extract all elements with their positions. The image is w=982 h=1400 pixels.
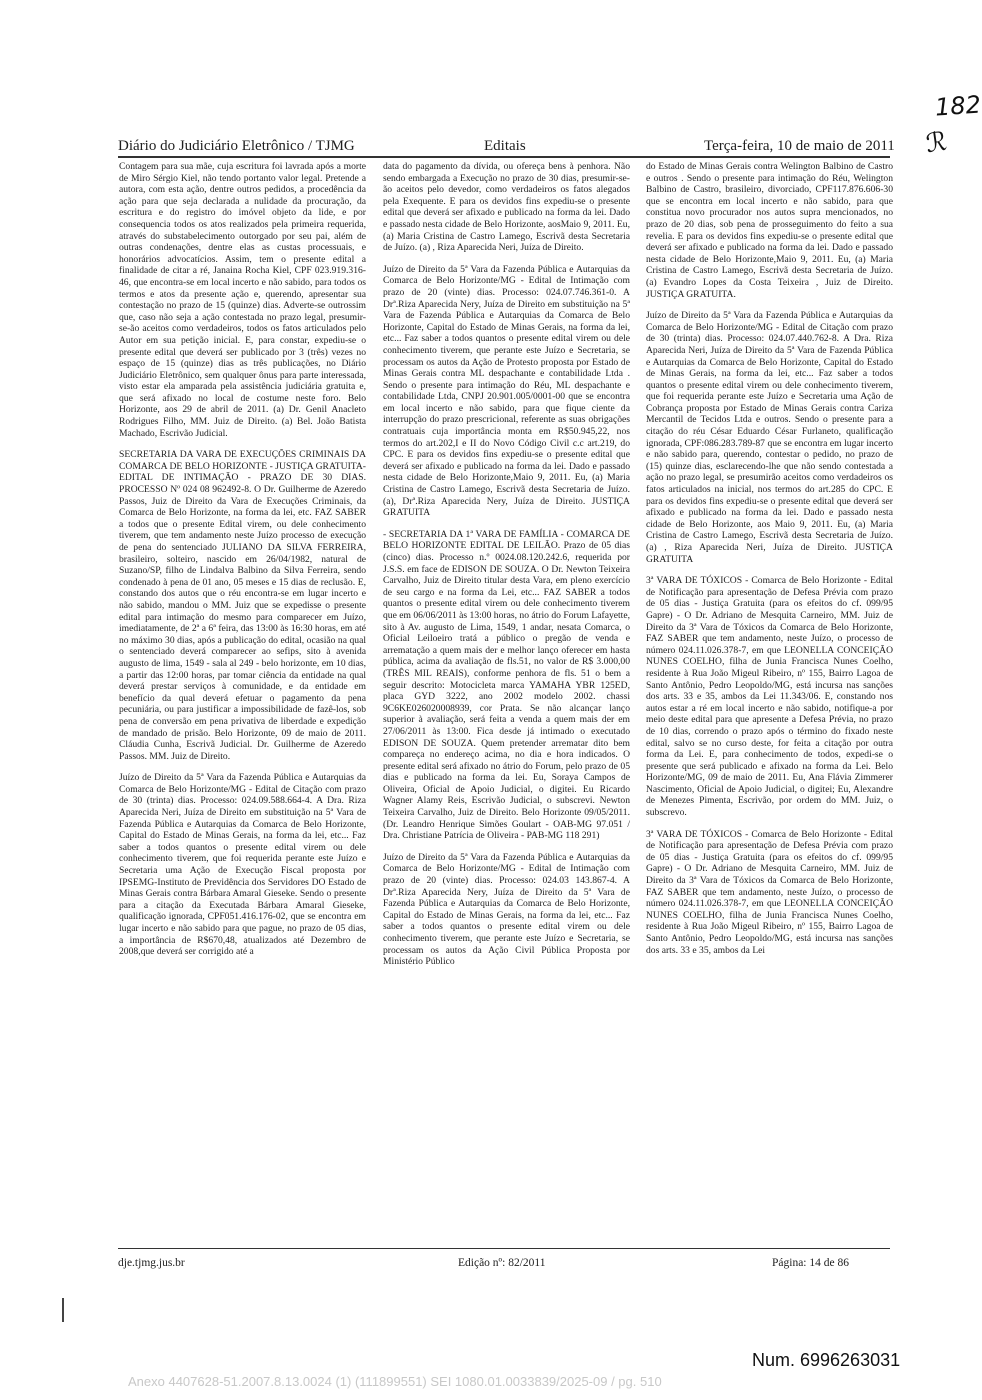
- paragraph: Juízo de Direito da 5ª Vara da Fazenda Pública e Autarquias da Comarca de Belo Horizonte/MG - Edital de Intimação com prazo de 20 (vinte) dias. Processo: 024.03 143.867-4. A Drª.Riza Aparecida Nery, Juíza de Direito da 5ª Vara de Fazenda Pública e Autarquias da Comarca de Belo Horizonte, Capital do Estado de Minas Gerais, na forma da lei, etc... Faz saber a todos quantos o presente edital virem ou dele conhecimento tiverem, que perante este Juízo e Secretaria, se processam os autos da Ação Civil Pública Proposta por Ministério Público: [383, 851, 630, 968]
- paragraph: - SECRETARIA DA 1ª VARA DE FAMÍLIA - COMARCA DE BELO HORIZONTE EDITAL DE LEILÃO. Prazo de 05 dias (cinco) dias. Processo n.º 0024.08.120.242.6, requerida por J.S.S. em face de EDISON DE SOUZA. O Dr. Newton Teixeira Carvalho, Juiz de Direito titular desta Vara, em pleno exercício de seu cargo e na forma da Lei, etc... FAZ SABER a todos quantos o presente edital virem ou dele conhecimento tiverem que em 06/06/2011 às 13:00 horas, no átrio do Forum Lafayette, sito à Av. augusto de Lima, 1549, 1 andar, nesata Comarca, o Oficial Leiloeiro tratá a público o pregão de venda e arrematação a quem mais der e melhor lanço oferecer em hasta pública, acima da avaliação de fls.51, no valor de R$ 3.000,00 (TRÊS MIL REAIS), conforme penhora de fls. 51 o bem a seguir descrito: Motocicleta marca YAMAHA YBR 125ED, placa GYD 3222, ano 2002 modelo 2002. chassi 9C6KE026020008939, cor Prata. Se não alcançar lanço superior à avaliação, será feita a venda a quem mais der em 27/06/2011 às 13:00. Fica desde já intimado o executado EDISON DE SOUZA. Quem pretender arrematar dito bem compareça no endereço acima, no dia e hora indicados. O presente edital será afixado no átrio do Forum, pelo prazo de 05 dias e publicado na forma da lei. Eu, Soraya Campos de Oliveira, Oficial de Apoio Judicial, o digitei. Eu Ricardo Wagner Alamy Reis, Escrivão Judicial, o subscrevi. Newton Teixeira Carvalho, Juiz de Direito. Belo Horizonte 09/05/2011. (Dr. Leandro Henrique Simões Goulart - OAB-MG 97.051 / Dra. Christiane Patrícia de Oliveira - PAB-MG 118 291): [383, 528, 630, 842]
- header-divider: [118, 156, 890, 158]
- footer-divider: [118, 1248, 890, 1249]
- document-number: Num. 6996263031: [752, 1350, 901, 1370]
- handwritten-initials: ℛ: [924, 126, 949, 160]
- paragraph: Juízo de Direito da 5ª Vara da Fazenda Pública e Autarquias da Comarca de Belo Horizonte/MG - Edital de Intimação com prazo de 20 (vinte) dias. Processo: 024.07.746.361-0. A Drª.Riza Aparecida Nery, Juíza de Direito em substituição na 5ª Vara de Fazenda Pública e Autarquias da Comarca de Belo Horizonte, Capital do Estado de Minas Gerais, na forma da lei, etc... Faz saber a todos quantos o presente edital virem ou dele conhecimento tiverem, que perante este Juízo e Secretaria, se processam os autos da Ação de Protesto proposta por Estado de Minas Gerais contra ML despachante e contabilidade Ltda . Sendo o presente para intimação do Réu, ML despachante e contabilidade Ltda, CNPJ 20.901.005/0001-00 que se encontra em local incerto e não sabido, para que fique ciente da interrupção do prazo prescricional, referente as suas obrigações contratuais cuja importância monta em R$50.945,22, nos termos do art.202,I e II do Novo Código Civil c.c art.219, do CPC. E para os devidos fins expediu-se o presente edital que deverá ser afixado e publicado na forma da lei. Dado e passado nesta cidade de Belo Horizonte,Maio 9, 2011. Eu, (a) Maria Cristina de Castro Lamego, Escrivã desta Secretaria de Juízo. (a), Drª.Riza Aparecida Nery, Juíza de Direito. JUSTIÇA GRATUITA: [383, 263, 630, 519]
- footer-page-number: Página: 14 de 86: [772, 1257, 849, 1269]
- handwritten-page-number: 182: [934, 90, 982, 122]
- text-column-1: [119, 161, 366, 1241]
- paragraph: data do pagamento da dívida, ou ofereça bens à penhora. Não sendo embargada a Execução no prazo de 30 dias, presumir-se-ão aceitos pelo devedor, como verdadeiros os fatos alegados pela Exequente. E para os devidos fins expediu-se o presente edital que deverá ser afixado e publicado na forma da lei. Dado e passado nesta cidade de Belo Horizonte, aosMaio 9, 2011. Eu, (a) Maria Cristina de Castro Lamego, Escrivã desta Secretaria de Juízo. (a) , Riza Aparecida Neri, Juíza de Direito.: [383, 161, 630, 254]
- publication-title: Diário do Judiciário Eletrônico / TJMG: [118, 138, 355, 154]
- paragraph: 3ª VARA DE TÓXICOS - Comarca de Belo Horizonte - Edital de Notificação para apresentação de Defesa Prévia com prazo de 05 dias - Justiça Gratuita (para os efeitos do cf. 099/95 Gapre) - O Dr. Adriano de Mesquita Carneiro, MM. Juiz de Direito da 3ª Vara de Tóxicos da Comarca de Belo Horizonte, FAZ SABER que tem andamento, neste Juízo, o processo de número 024.11.026.378-7, em que LEONELLA CONCEIÇÃO NUNES COELHO, filha de Junia Francisca Nunes Coelho, residente à Rua João Migeul Ribeiro, nº 155, Bairro Lagoa de Santo Antônio, Pedro Leopoldo/MG, está incursa nas sanções dos arts. 33 e 35, ambos da Lei: [646, 828, 893, 956]
- paragraph: Juízo de Direito da 5ª Vara da Fazenda Pública e Autarquias da Comarca de Belo Horizonte/MG - Edital de Citação com prazo de 30 (trinta) dias. Processo: 024.07.440.762-8. A Dra. Riza Aparecida Neri, Juíza de Direito da 5ª Vara de Fazenda Pública e Autarquias da Comarca de Belo Horizonte, Capital do Estado de Minas Gerais, na forma da lei, etc... Faz saber a todos quantos o presente edital virem ou dele conhecimento tiverem, que foi requerida perante este Juízo e Secretaria uma Ação de Cobrança proposta por Estado de Minas Gerais contra Cariza Mercantil de Tecidos Ltda e outros. Sendo o presente para a citação do réu César Eduardo César Furlaneto, qualificação ignorada, CPF:086.283.789-87 que se encontra em lugar incerto e não sabido para, querendo, contestar o pedido, no prazo de (15) quinze dias, esclarecendo-lhe que não sendo contestada a ação no prazo legal, se presumirão aceitos como verdadeiros os fatos articulados na inicial, nos termos do art.285 do CPC. E para os devidos fins expediu-se o presente edital que deverá ser afixado e publicado na forma da lei. Dado e passado nesta cidade de Belo Horizonte, aos Maio 9, 2011. Eu, (a) Maria Cristina de Castro Lamego, Escrivã desta Secretaria de Juízo. (a) , Riza Aparecida Neri, Juíza de Direito. JUSTIÇA GRATUITA: [646, 310, 893, 565]
- text-column-2: [383, 161, 630, 1241]
- paragraph: SECRETARIA DA VARA DE EXECUÇÕES CRIMINAIS DA COMARCA DE BELO HORIZONTE - JUSTIÇA GRATUITA- EDITAL DE INTIMAÇÃO - PRAZO DE 30 DIAS. PROCESSO Nº 024 08 962492-8. O Dr. Guilherme de Azeredo Passos, Juiz de Direito da Vara de Execuções Criminais, da Comarca de Belo Horizonte, na forma da lei, etc. FAZ SABER a todos que o presente Edital virem, ou dele conhecimento tiverem, que tem andamento neste Juízo processo de execução de pena do sentenciado JULIANO DA SILVA FERREIRA, brasileiro, solteiro, nascido em 26/04/1982, natural de Suzano/SP, filho de Lindalva Balbino da Silva Ferreira, sendo condenado à pena de 01 ano, 05 meses e 15 dias de reclusão. E, constando dos autos que o réu encontra-se em lugar incerto e não sabido, mandou o MM. Juiz que se expedisse o presente edital para intimação do mesmo para comparecer em Juízo, imediatamente, de 2ª a 6ª feira, das 13:00 às 16:30 horas, em até no máximo 30 dias, após a publicação do edital, ocasião na qual o sentenciado deverá comparecer ao sefips, sito à avenida augusto de lima, 1549 - sala al 249 - belo horizonte, em 10 dias, a partir das 12:00 horas, par tomar ciência da entidade na qual deverá prestar serviços à comunidade, e da entidade em benefício da qual deverá efetuar o pagamento da pena pecuniária, ou para justificar a impossibilidade de fazê-los, sob pena de conversão em pena privativa de liberdade e expedição de mandado de prisão. Belo Horizonte, 09 de maio de 2011. Cláudia Cunha, Escrivã Judicial. Dr. Guilherme de Azeredo Passos. MM. Juiz de Direito.: [119, 449, 366, 762]
- text-column-3: [646, 161, 893, 1241]
- paragraph: Contagem para sua mãe, cuja escritura foi lavrada após a morte de Miro Sérgio Kiel, não tendo portanto valor legal. Pretende a autora, com esta ação, dentre outros pedidos, a procedência da ação para que seja declarada a nulidade da procuração, da escritura e do registro do imóvel objeto da lide, e por consequencia todos os atos realizados pela primeira requerida, através do substabelecimento outorgado por seu pai, além de outras condenações, dentre elas as custas processuais, e honorários advocatícios. Assim, tem o presente edital a finalidade de citar a ré, Janaina Rocha Kiel, CPF 023.919.316-46, que encontra-se em local incerto e não sabido, para todos os termos e atos da presente ação e, querendo, apresentar sua contestação no prazo de 15 (quinze) dias. Adverte-se outrossim que, caso não seja a ação contestada no prazo legal, presumir-se-ão aceitos como verdadeiros, todos os fatos articulados pelo Autor em sua petição inicial. E, para constar, expediu-se o presente edital que deverá ser publicado por 3 (três) vezes no espaço de 15 (quinze) dias as três publicações, no Diário Judiciário Eletrônico, sem qualquer ônus para parte interessada, visto estar ela amparada pela assistência judiciária gratuita e, que será afixado no local de costume neste foro. Belo Horizonte, aos 29 de abril de 2011. (a) Dr. Genil Anacleto Rodrigues Filho, MM. Juiz de Direito. (a) Bel. João Batista Machado, Escrivão Judicial.: [119, 161, 366, 439]
- paragraph: Juízo de Direito da 5ª Vara da Fazenda Pública e Autarquias da Comarca de Belo Horizonte/MG - Edital de Citação com prazo de 30 (trinta) dias. Processo: 024.09.588.664-4. A Dra. Riza Aparecida Neri, Juíza de Direito em substituição na 5ª Vara de Fazenda Pública e Autarquias da Comarca de Belo Horizonte, Capital do Estado de Minas Gerais, na forma da lei, etc... Faz saber a todos quantos o presente edital virem ou dele conhecimento tiverem, que foi requerida perante este Juízo e Secretaria uma Ação de Execução Fiscal proposta por IPSEMG-Instituto de Previdência dos Servidores DO Estado de Minas Gerais contra Bárbara Amaral Gieseke. Sendo o presente para a citação da Executada Bárbara Amaral Gieseke, qualificação ignorada, CPF051.416.176-02, que se encontra em lugar incerto e não sabido para que pague, no prazo de 05 dias, a importância de R$670,48, atualizados até Dezembro de 2008,que deverá ser corrigido até a: [119, 772, 366, 958]
- watermark-stamp: Anexo 4407628-51.2007.8.13.0024 (1) (111899551) SEI 1080.01.0033839/2025-09 / pg. 510: [128, 1374, 662, 1389]
- publication-date: Terça-feira, 10 de maio de 2011: [704, 138, 895, 154]
- footer-site: dje.tjmg.jus.br: [118, 1257, 185, 1269]
- section-title: Editais: [484, 138, 526, 154]
- paragraph: do Estado de Minas Gerais contra Welington Balbino de Castro e outros . Sendo o presente para intimação do Réu, Welington Balbino de Castro, brasileiro, divorciado, CPF117.876.606-30 que se encontra em local incerto e não sabido, para que constitua novo procurador nos autos supra mencionados, no prazo de 20 dias, sob pena de prosseguimento do feito a sua revelia. E para os devidos fins expediu-se o presente edital que deverá ser afixado e publicado na forma da lei. Dado e passado nesta cidade de Belo Horizonte,Maio 9, 2011. Eu, (a) Maria Cristina de Castro Lamego, Escrivã desta Secretaria de Juízo. (a) Evandro Lopes da Costa Teixeira , Juiz de Direito. JUSTIÇA GRATUITA.: [646, 161, 893, 300]
- scan-mark: [62, 1298, 64, 1322]
- footer-edition: Edição nº: 82/2011: [458, 1257, 546, 1269]
- paragraph: 3ª VARA DE TÓXICOS - Comarca de Belo Horizonte - Edital de Notificação para apresentação de Defesa Prévia com prazo de 05 dias - Justiça Gratuita (para os efeitos do cf. 099/95 Gapre) - O Dr. Adriano de Mesquita Carneiro, MM. Juiz de Direito da 3ª Vara de Tóxicos da Comarca de Belo Horizonte, FAZ SABER que tem andamento, neste Juízo, o processo de número 024.11.026.378-7, em que LEONELLA CONCEIÇÃO NUNES COELHO, filha de Junia Francisca Nunes Coelho, residente à Rua João Migeul Ribeiro, nº 155, Bairro Lagoa de Santo Antônio, Pedro Leopoldo/MG, está incursa nas sanções dos arts. 33 e 35, ambos da Lei 11.343/06. E, constando nos autos estar a ré em local incerto e não sabido, notifique-a por meio deste edital para que apresente a Defesa Prévia, no prazo de 10 dias, correndo o prazo após o término do fixado neste edital, salvo se no curso deste, for feita a citação por outra forma da Lei. E, para conhecimento de todos, expedi-se o presente que será publicado e afixado na forma da Lei. Belo Horizonte/MG, 09 de maio de 2011. Eu, Ana Flávia Zimmerer Nascimento, Oficial de Apoio Judicial, o digitei; Eu, Alexandre de Menezes Pimenta, Escrivão, por ordem do MM. Juiz, o subscrevo.: [646, 575, 893, 819]
